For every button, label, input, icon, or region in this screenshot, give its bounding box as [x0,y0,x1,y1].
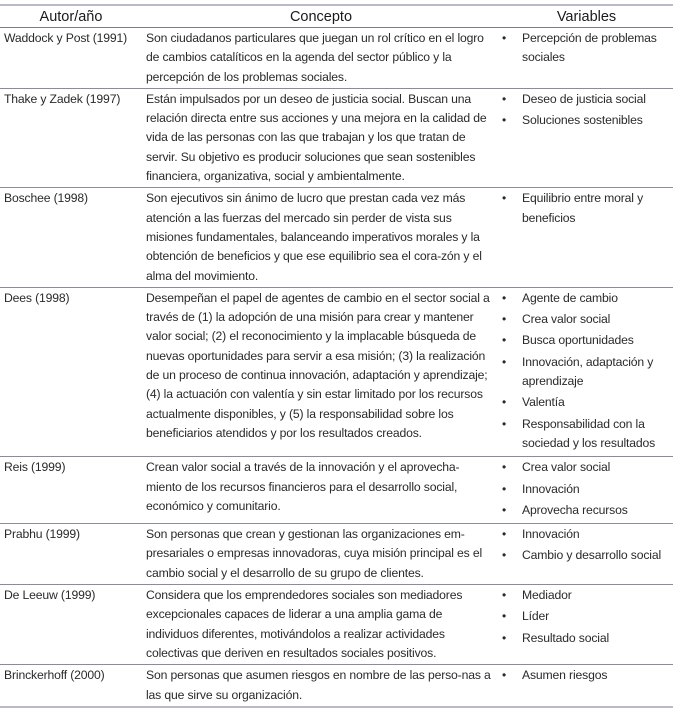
variable-item: • Equilibrio entre moral y beneficios [500,189,673,228]
variables-list [500,29,673,68]
author-cell: Reis (1999) [4,460,66,475]
table-header [0,5,673,28]
table-row [0,665,673,707]
variable-item: • Valentía [500,393,673,412]
variables-cell [500,585,673,665]
variable-item: • Asumen riesgos [500,666,673,685]
author-cell: Boschee (1998) [4,191,88,206]
variable-item: • Percepción de problemas sociales [500,29,673,68]
variable-item: • Soluciones sostenibles [500,111,673,130]
table-row [0,28,673,89]
variables-list [500,666,673,685]
variables-list [500,525,673,566]
concept-cell: Considera que los emprendedores sociales son mediadores excepcionales capaces de liderar a una amplia gama de individuos diferentes, motivándolos a realizar actividades colectivas que deriven en resultados sociales positivos. [146,588,463,660]
variable-item: • Busca oportunidades [500,331,673,350]
header-row [0,5,673,28]
author-cell: Thake y Zadek (1997) [4,91,121,106]
table-row [0,457,673,524]
variables-list [500,289,673,453]
variable-item: • Responsabilidad con la sociedad y los resultados [500,415,673,454]
header-variables: Variables [556,9,617,25]
variable-item: • Crea valor social [500,310,673,329]
variables-cell [500,88,673,187]
concept-cell: Desempeñan el papel de agentes de cambio en el sector social a través de (1) la adopción de una misión para crear y mantener valor social; (2) el reconocimiento y la implacable búsqueda de nuevas oportunidades para servir a esa misión; (3) la realización de un proceso de continua innovación, adaptación y aprendizaje; (4) la actuación con valentía y sin estar limitado por los recursos actualmente disponibles, y (5) la responsabilidad sobre los beneficiarios atendidos y por los resultados creados. [146,290,490,440]
variable-item: • Deseo de justicia social [500,90,673,109]
variable-item: • Innovación [500,525,673,544]
variables-list [500,90,673,131]
author-cell: Dees (1998) [4,290,70,305]
variable-item: • Innovación [500,480,673,499]
variable-item: • Cambio y desarrollo social [500,546,673,565]
concept-cell: Están impulsados por un deseo de justicia social. Buscan una relación directa entre sus acciones y una mejora en la calidad de vida de las personas con las que trabajan y los que tratan de servir. Su objetivo es producir soluciones que sean sostenibles financiera, organizativa, social y ambientalmente. [146,91,487,184]
variable-item: • Crea valor social [500,458,673,477]
author-cell: Waddock y Post (1991) [4,31,128,45]
concept-cell: Son ciudadanos particulares que juegan un rol crítico en el logro de cambios catalíticos en la agenda del sector público y la percepción de los problemas sociales. [146,31,484,84]
variables-cell [500,665,673,707]
variable-item: • Aprovecha recursos [500,501,673,520]
variable-item: • Agente de cambio [500,289,673,308]
table-row [0,188,673,287]
variable-item: • Resultado social [500,629,673,648]
table-row [0,524,673,585]
author-cell: Prabhu (1999) [4,527,80,542]
variable-item: • Mediador [500,586,673,605]
definitions-table [0,4,673,708]
concept-cell: Son ejecutivos sin ánimo de lucro que prestan cada vez más atención a las fuerzas del mercado sin perder de vista sus misiones fundamentales, balanceando imperativos morales y la obtención de beneficios y que ese equilibrio sea el cora-zón y el alma del movimiento. [146,191,482,283]
variable-item: • Líder [500,607,673,626]
table-body [0,28,673,707]
author-cell: De Leeuw (1999) [4,588,96,603]
header-author: Autor/año [39,9,103,25]
variables-list [500,458,673,520]
variables-cell [500,28,673,89]
table-row [0,585,673,665]
variables-cell [500,287,673,456]
concept-cell: Son personas que crean y gestionan las organizaciones em-presariales o empresas innovadoras, cuya misión principal es el cambio social y el desarrollo de su grupo de clientes. [146,527,483,580]
table-row [0,287,673,456]
variables-cell [500,188,673,287]
variables-list [500,189,673,228]
concept-cell: Son personas que asumen riesgos en nombre de las perso-nas a las que sirve su organización. [146,668,491,702]
author-cell: Brinckerhoff (2000) [4,668,105,683]
concept-cell: Crean valor social a través de la innovación y el aprovecha-miento de los recursos financieros para el desarrollo social, económico y comunitario. [146,460,460,513]
variables-cell [500,524,673,585]
table-row [0,88,673,187]
variables-cell [500,457,673,524]
variable-item: • Innovación, adaptación y aprendizaje [500,353,673,392]
variables-list [500,586,673,648]
header-concept: Concepto [289,9,353,25]
